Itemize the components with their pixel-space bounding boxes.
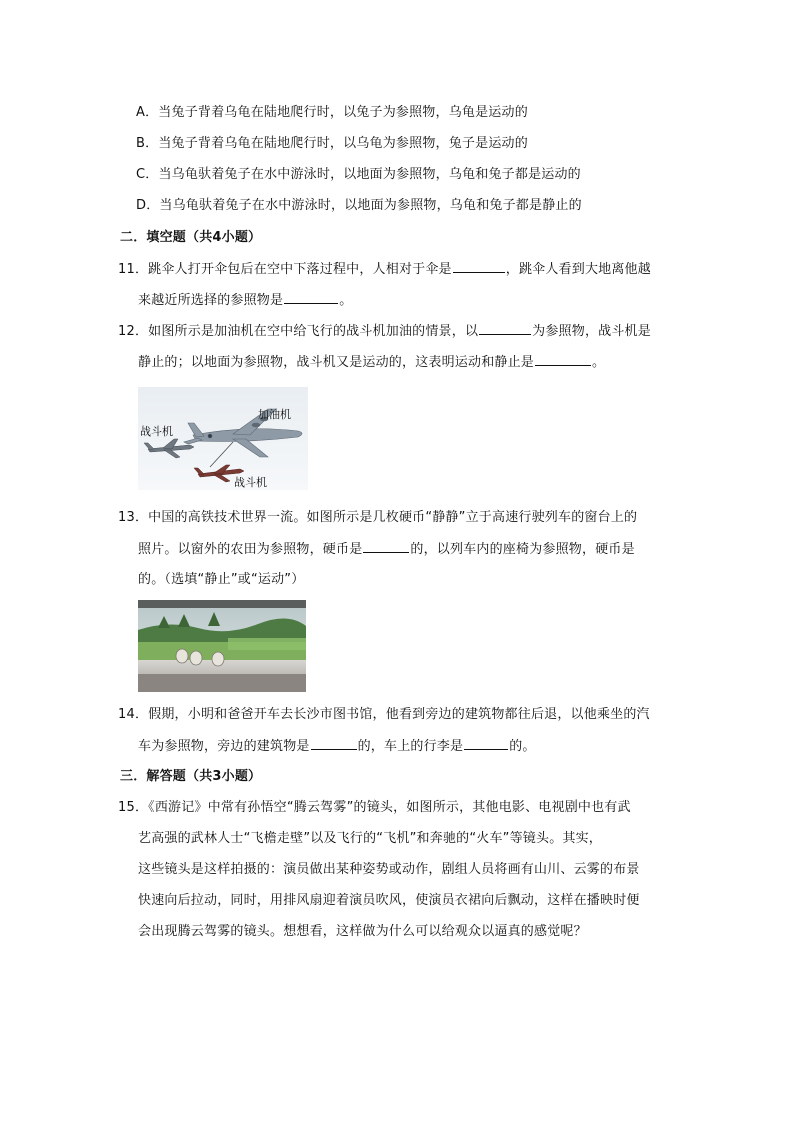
- q12-text-2: 为参照物，战斗机是: [532, 324, 651, 339]
- question-15-line-3: 这些镜头是这样拍摄的：演员做出某种姿势或动作，剧组人员将画有山川、云雾的布景: [138, 862, 640, 877]
- answer-blank[interactable]: [453, 259, 505, 273]
- q13-text-1: 照片。以窗外的农田为参照物，硬币是: [138, 542, 363, 557]
- option-d: D．当乌龟驮着兔子在水中游泳时，以地面为参照物，乌龟和兔子都是静止的: [136, 198, 582, 213]
- question-11-line-1: [118, 259, 651, 280]
- answer-blank[interactable]: [479, 321, 531, 335]
- q12-text-1: 12．如图所示是加油机在空中给飞行的战斗机加油的情景，以: [118, 324, 479, 339]
- q11-text-2: ，跳伞人看到大地离他越: [505, 262, 651, 277]
- q14-text-3: 的。: [509, 739, 536, 754]
- question-15-line-2: 艺高强的武林人士“飞檐走壁”以及飞行的“飞机”和奔驰的“火车”等镜头。其实，: [138, 831, 603, 846]
- question-13-line-1: 13．中国的高铁技术世界一流。如图所示是几枚硬币“静静”立于高速行驶列车的窗台上的: [118, 510, 638, 525]
- q12-text-3: 静止的；以地面为参照物，战斗机又是运动的，这表明运动和静止是: [138, 355, 535, 370]
- refueling-photo: [138, 387, 308, 490]
- q11-text-3: 来越近所选择的参照物是: [138, 293, 284, 308]
- question-14-line-2: [138, 736, 536, 757]
- section-title-answer: 三．解答题（共3小题）: [120, 769, 262, 784]
- question-15-line-1: 15．《西游记》中常有孙悟空“腾云驾雾”的镜头，如图所示，其他电影、电视剧中也有武: [118, 800, 631, 815]
- train-window-photo: [138, 600, 306, 692]
- option-b: B．当兔子背着乌龟在陆地爬行时，以乌龟为参照物，兔子是运动的: [136, 136, 528, 151]
- label-tanker: 加油机: [258, 408, 291, 421]
- answer-blank[interactable]: [363, 539, 409, 553]
- q13-text-2: 的，以列车内的座椅为参照物，硬币是: [410, 542, 635, 557]
- answer-blank[interactable]: [284, 290, 338, 304]
- question-12-line-1: [118, 321, 651, 342]
- answer-blank[interactable]: [311, 736, 357, 750]
- label-fighter-left: 战斗机: [140, 425, 173, 438]
- q14-text-1: 车为参照物，旁边的建筑物是: [138, 739, 310, 754]
- section-title-fill-blank: 二．填空题（共4小题）: [120, 230, 262, 245]
- option-c: C．当乌龟驮着兔子在水中游泳时，以地面为参照物，乌龟和兔子都是运动的: [136, 167, 581, 182]
- q11-text-4: 。: [339, 293, 353, 308]
- q14-text-2: 的，车上的行李是: [357, 739, 464, 754]
- question-12-line-2: [138, 352, 605, 373]
- answer-blank[interactable]: [464, 736, 508, 750]
- q12-text-4: 。: [592, 355, 606, 370]
- train-coins-illustration: [138, 600, 306, 692]
- option-a: A．当兔子背着乌龟在陆地爬行时，以兔子为参照物，乌龟是运动的: [136, 105, 528, 120]
- answer-blank[interactable]: [535, 352, 591, 366]
- question-11-line-2: [138, 290, 352, 311]
- q11-text-1: 11．跳伞人打开伞包后在空中下落过程中，人相对于伞是: [118, 262, 452, 277]
- label-fighter-bottom: 战斗机: [234, 476, 267, 489]
- question-15-line-5: 会出现腾云驾雾的镜头。想想看，这样做为什么可以给观众以逼真的感觉呢？: [138, 924, 587, 939]
- question-15-line-4: 快速向后拉动，同时，用排风扇迎着演员吹风，使演员衣裙向后飘动，这样在播映时便: [138, 893, 640, 908]
- question-14-line-1: 14．假期，小明和爸爸开车去长沙市图书馆，他看到旁边的建筑物都往后退，以他乘坐的汽: [118, 707, 650, 722]
- question-13-line-3: 的。（选填“静止”或“运动”）: [138, 572, 305, 587]
- question-13-line-2: [138, 539, 635, 560]
